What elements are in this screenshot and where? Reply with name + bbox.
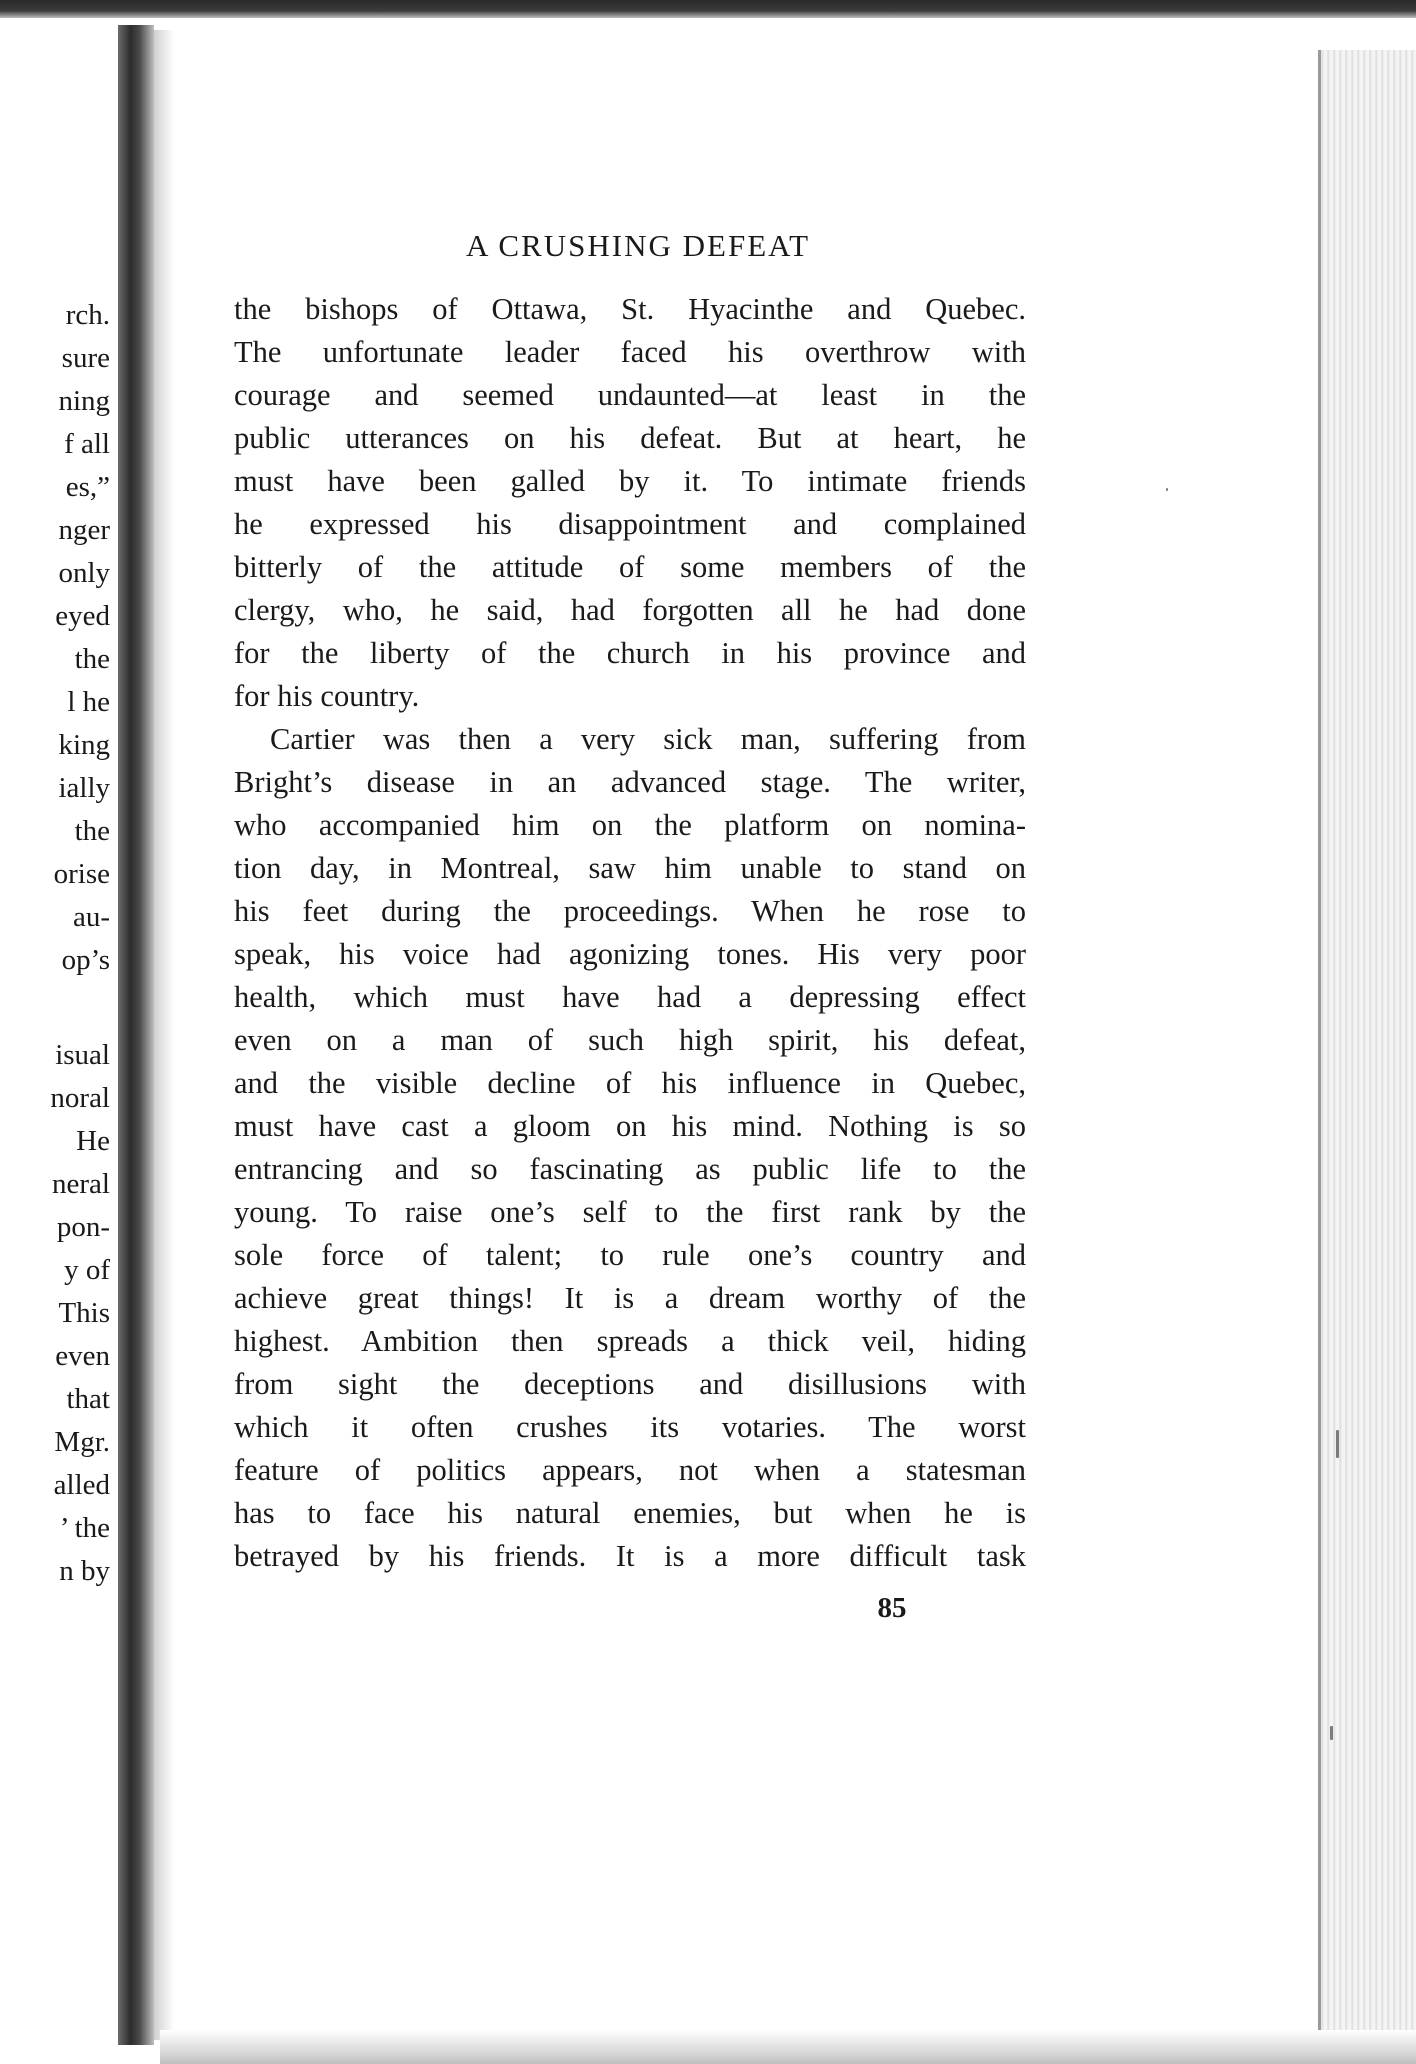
left-line: eyed: [55, 600, 110, 632]
text-line: courage and seemed undaunted—at least in the: [234, 378, 1026, 412]
left-line: that: [66, 1383, 110, 1415]
text-line: health, which must have had a depressing effect: [234, 980, 1026, 1014]
scan-top-band: [0, 0, 1416, 18]
text-line: and the visible decline of his influence in Quebec,: [234, 1066, 1026, 1100]
left-line: He: [76, 1125, 110, 1157]
text-line: entrancing and so fascinating as public life to the: [234, 1152, 1026, 1186]
text-line: has to face his natural enemies, but when he is: [234, 1496, 1026, 1530]
left-line: the: [74, 643, 110, 675]
text-line: Bright’s disease in an advanced stage. The writer,: [234, 765, 1026, 799]
text-line: sole force of talent; to rule one’s country and: [234, 1238, 1026, 1272]
page-edge-line: [1318, 50, 1321, 2050]
left-line: f all: [64, 428, 110, 460]
text-line: from sight the deceptions and disillusions with: [234, 1367, 1026, 1401]
left-line: even: [55, 1340, 110, 1372]
text-line: betrayed by his friends. It is a more difficult task: [234, 1539, 1026, 1573]
text-line: his feet during the proceedings. When he rose to: [234, 894, 1026, 928]
text-line: must have cast a gloom on his mind. Nothing is so: [234, 1109, 1026, 1143]
left-line: ning: [58, 385, 110, 417]
page-bottom-edge: [160, 2030, 1416, 2064]
left-line: the: [74, 815, 110, 847]
left-line: This: [58, 1297, 110, 1329]
left-line: only: [58, 557, 110, 589]
text-line: The unfortunate leader faced his overthrow with: [234, 335, 1026, 369]
left-line: rch.: [65, 299, 110, 331]
text-line: for the liberty of the church in his province and: [234, 636, 1026, 670]
text-line: clergy, who, he said, had forgotten all he had done: [234, 593, 1026, 627]
left-line: op’s: [61, 944, 110, 976]
text-line: public utterances on his defeat. But at heart, he: [234, 421, 1026, 455]
left-line: pon-: [56, 1211, 110, 1243]
text-line: for his country.: [234, 679, 420, 713]
text-line: highest. Ambition then spreads a thick veil, hiding: [234, 1324, 1026, 1358]
text-line: tion day, in Montreal, saw him unable to stand on: [234, 851, 1026, 885]
text-line: who accompanied him on the platform on nomina-: [234, 808, 1026, 842]
left-line: noral: [50, 1082, 110, 1114]
text-line: which it often crushes its votaries. The worst: [234, 1410, 1026, 1444]
left-line: neral: [52, 1168, 110, 1200]
page-stack-edge: [1318, 50, 1416, 2050]
body-text: [234, 288, 1026, 1578]
text-line: Cartier was then a very sick man, suffering from: [270, 722, 1026, 756]
scan-speck: [1330, 1726, 1333, 1740]
left-line: l he: [67, 686, 110, 718]
text-line: the bishops of Ottawa, St. Hyacinthe and Quebec.: [234, 292, 1026, 326]
scan-speck: [1166, 488, 1168, 491]
book-gutter: [118, 25, 154, 2045]
left-line: orise: [53, 858, 110, 890]
text-line: bitterly of the attitude of some members of the: [234, 550, 1026, 584]
text-line: achieve great things! It is a dream worthy of the: [234, 1281, 1026, 1315]
text-line: feature of politics appears, not when a statesman: [234, 1453, 1026, 1487]
text-line: young. To raise one’s self to the first rank by the: [234, 1195, 1026, 1229]
text-line: must have been galled by it. To intimate friends: [234, 464, 1026, 498]
left-line: Mgr.: [54, 1426, 110, 1458]
left-line: sure: [61, 342, 110, 374]
page-number: 85: [877, 1592, 907, 1624]
scan-speck: [1336, 1430, 1339, 1458]
text-line: speak, his voice had agonizing tones. His very poor: [234, 937, 1026, 971]
left-line: au-: [72, 901, 110, 933]
left-line: ’ the: [59, 1512, 110, 1544]
left-line: isual: [55, 1039, 110, 1071]
text-line: he expressed his disappointment and complained: [234, 507, 1026, 541]
left-line: nger: [58, 514, 110, 546]
left-line: n by: [59, 1555, 110, 1587]
left-line: es,”: [65, 471, 110, 503]
text-line: even on a man of such high spirit, his defeat,: [234, 1023, 1026, 1057]
left-line: king: [58, 729, 110, 761]
left-line: y of: [64, 1254, 110, 1286]
left-line: alled: [53, 1469, 110, 1501]
gutter-shadow: [154, 30, 174, 2040]
running-head: A CRUSHING DEFEAT: [465, 228, 811, 263]
left-line: ially: [58, 772, 110, 804]
